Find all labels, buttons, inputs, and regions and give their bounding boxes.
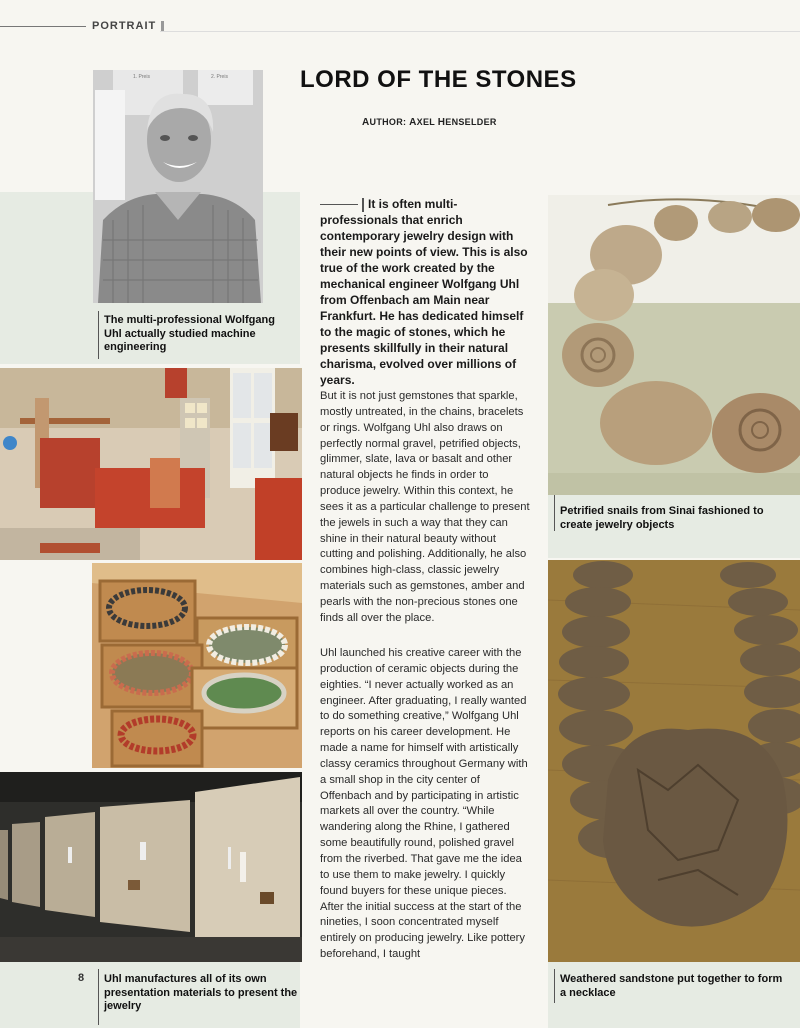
snails-necklace-image	[548, 195, 800, 495]
caption-snails: Petrified snails from Sinai fashioned to create jewelry objects	[560, 505, 790, 532]
caption-portrait: The multi-professional Wolfgang Uhl actually studied machine engineering	[104, 314, 284, 355]
body-paragraph-3: Uhl launched his creative career with the production of ceramic objects during the eighties. “I never actually worked as an engineer. After graduating, I really wanted to do something creative,” Wolfgang Uhl reports on his career development. He made a name for himself with artistically classy ceramics throughout Germany with a small shop in the city center of Offenbach and by participating in artistic markets all over the country. “While wandering along the Rhine, I gathered some beautifully round, polished gravel from the riverbed. That gave me the idea to use them to make jewelry. I quickly found buyers for these unique pieces. After the initial success at the start of the nineties, I soon concentrated myself entirely on producing jewelry. Like pottery beforehand, I taught	[320, 647, 528, 961]
shop-interior-image	[0, 368, 302, 560]
showcase-photo	[0, 772, 302, 962]
poster-label-right: 2. Preis	[211, 74, 228, 80]
section-tag	[0, 20, 164, 32]
poster-label-left: 1. Preis	[133, 74, 150, 80]
section-rule	[0, 26, 86, 27]
author-byline: AUTHOR: AXEL HENSELDER	[362, 117, 497, 128]
shop-interior-photo	[0, 368, 302, 560]
bracelet-boxes-photo	[92, 563, 302, 768]
snails-necklace-photo	[548, 195, 800, 495]
caption-sandstone: Weathered sandstone put together to form a necklace	[560, 973, 790, 1000]
article-title: LORD OF THE STONES	[300, 66, 577, 93]
lead-bar-icon	[362, 198, 364, 212]
lead-rule	[320, 204, 358, 205]
page-number: 8	[78, 972, 85, 984]
sandstone-necklace-image	[548, 560, 800, 962]
sandstone-necklace-photo	[548, 560, 800, 962]
caption-presentation: Uhl manufactures all of its own presentation materials to present the jewelry	[104, 973, 300, 1014]
bracelet-boxes-image	[92, 563, 302, 768]
section-bar-icon	[161, 21, 164, 31]
showcase-image	[0, 772, 302, 962]
portrait-image	[93, 70, 263, 303]
section-label: PORTRAIT	[92, 20, 157, 32]
body-paragraph-2: But it is not just gemstones that sparkle, mostly untreated, in the chains, bracelets or rings. Wolfgang Uhl also draws on perfectly normal gravel, petrified objects, glimmer, slate, lava or basalt and other natural objects he finds in order to produce jewelry. Within this context, he sees it as a particular challenge to present the jewels in such a way that they can shine in their natural beauty without cutting and polishing. Additionally, he also combines high-class, classic jewelry materials such as gemstones, amber and pearls with the non-precious stones one finds all over the place.	[320, 390, 530, 624]
lead-paragraph: It is often multi-professionals that enrich contemporary jewelry design with their new points of view. This is also true of the work created by the mechanical engineer Wolfgang Uhl from Offenbach am Main near Frankfurt. He has dedicated himself to the magic of stones, which he presents skillfully in their natural charisma, evolved over millions of years.	[320, 197, 528, 387]
header-rule	[160, 31, 800, 32]
portrait-photo	[93, 70, 263, 303]
